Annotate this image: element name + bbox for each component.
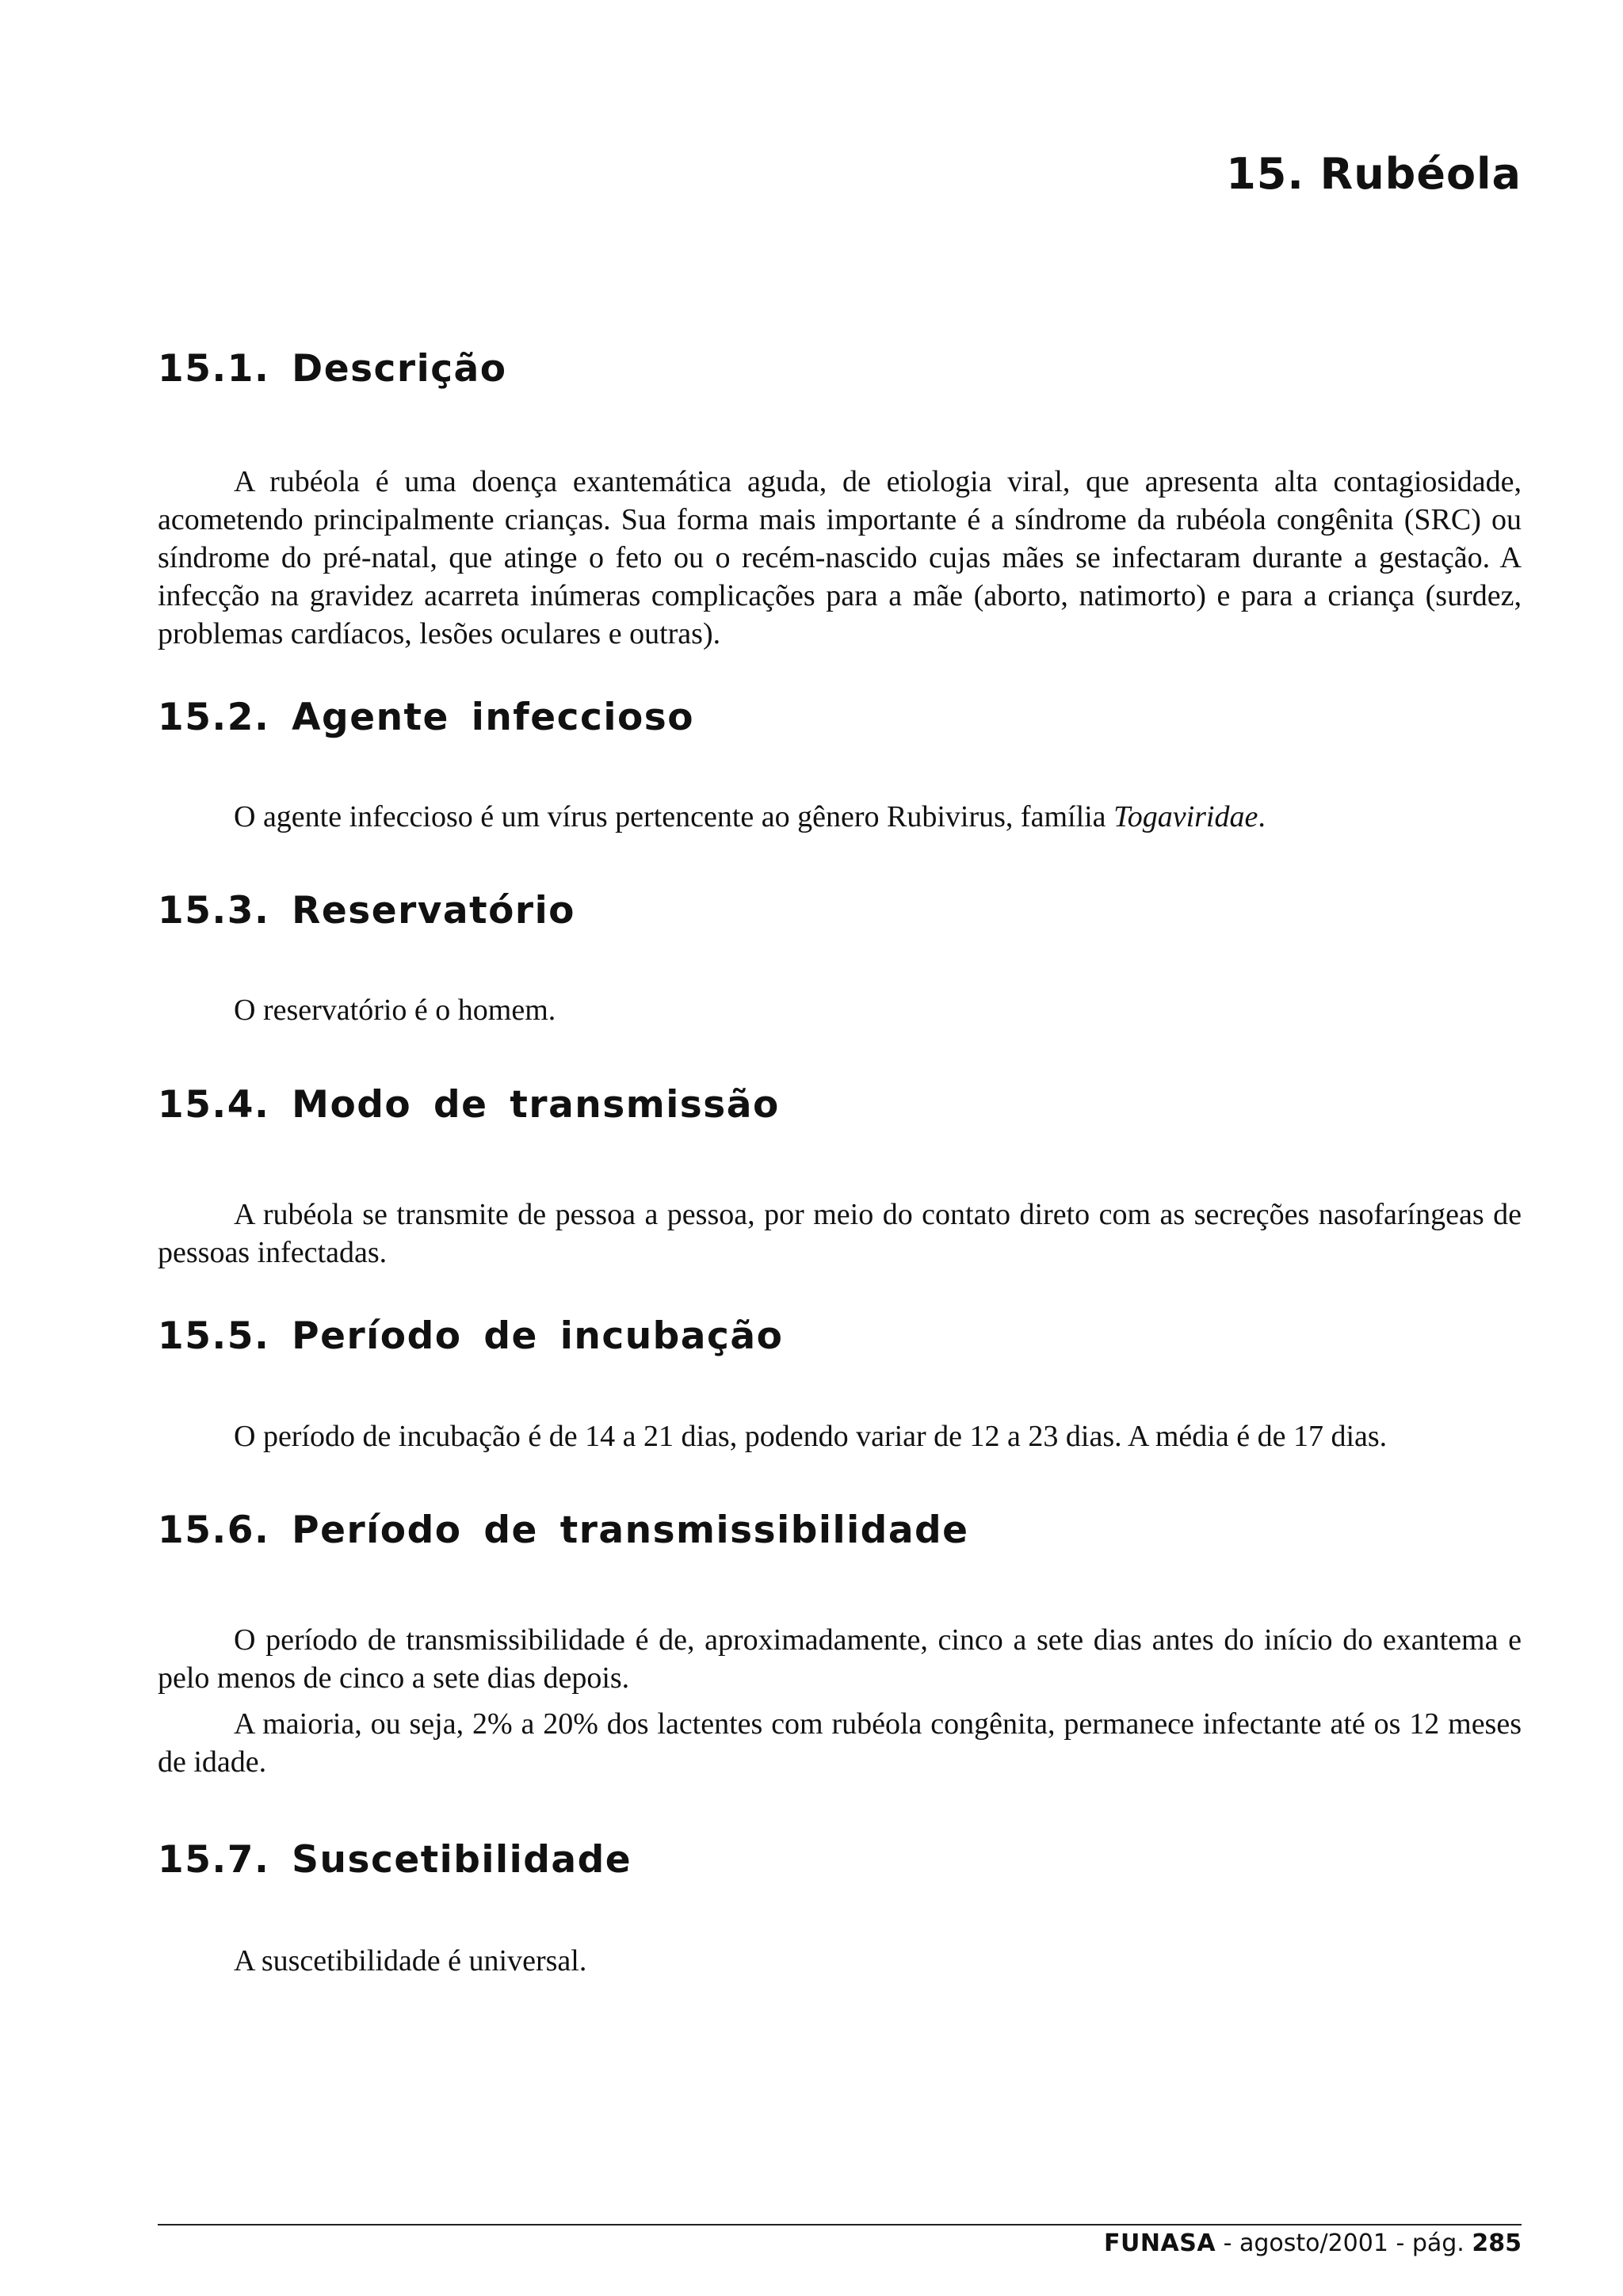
paragraph: O período de incubação é de 14 a 21 dias, podendo variar de 12 a 23 dias. A média é de 17 dias. (234, 1420, 1388, 1453)
footer-date: - agosto/2001 - pág. (1216, 2229, 1472, 2257)
footer-divider (158, 2224, 1522, 2225)
section-periodo-de-transmissibilidade (158, 1508, 1522, 1781)
section-heading: 15.7. Suscetibilidade (158, 1838, 632, 1882)
section-reservatorio (158, 889, 1522, 1029)
paragraph: A suscetibilidade é universal. (234, 1944, 587, 1978)
paragraph: O período de transmissibilidade é de, aproximadamente, cinco a sete dias antes do início do exantema e pelo menos de cinco a sete dias depois. (158, 1623, 1522, 1695)
section-heading: 15.4. Modo de transmissão (158, 1083, 780, 1127)
section-suscetibilidade (158, 1838, 1522, 1980)
italic-term: Togaviridae (1113, 800, 1258, 833)
paragraph-text: O agente infeccioso é um vírus pertencente ao gênero Rubivirus, família (234, 800, 1114, 833)
paragraph: A maioria, ou seja, 2% a 20% dos lactentes com rubéola congênita, permanece infectante até os 12 meses de idade. (158, 1707, 1522, 1779)
section-heading: 15.2. Agente infeccioso (158, 696, 695, 739)
page-number: 285 (1472, 2229, 1522, 2257)
paragraph: A rubéola é uma doença exantemática aguda, de etiologia viral, que apresenta alta contagiosidade, acometendo principalmente crianças. Sua forma mais importante é a síndrome da rubéola congênita (SRC) ou síndrome do pré-natal, que atinge o feto ou o recém-nascido cujas mães se infectaram durante a gestação. A infecção na gravidez acarreta inúmeras complicações para a mãe (aborto, natimorto) e para a criança (surdez, problemas cardíacos, lesões oculares e outras). (158, 465, 1522, 650)
section-heading: 15.3. Reservatório (158, 889, 575, 933)
page-footer (1104, 2229, 1522, 2257)
section-heading: 15.1. Descrição (158, 347, 507, 391)
footer-org: FUNASA (1104, 2229, 1216, 2257)
paragraph: O reservatório é o homem. (234, 994, 556, 1027)
section-agente-infeccioso (158, 696, 1522, 836)
section-descricao (158, 347, 1522, 653)
chapter-title: 15. Rubéola (1226, 149, 1522, 199)
section-heading: 15.5. Período de incubação (158, 1314, 784, 1358)
section-modo-de-transmissao (158, 1083, 1522, 1272)
section-periodo-de-incubacao (158, 1314, 1522, 1455)
paragraph (158, 798, 1522, 836)
paragraph: A rubéola se transmite de pessoa a pessoa, por meio do contato direto com as secreções nasofaríngeas de pessoas infectadas. (158, 1198, 1522, 1269)
paragraph-text: . (1258, 800, 1266, 833)
section-heading: 15.6. Período de transmissibilidade (158, 1508, 969, 1552)
